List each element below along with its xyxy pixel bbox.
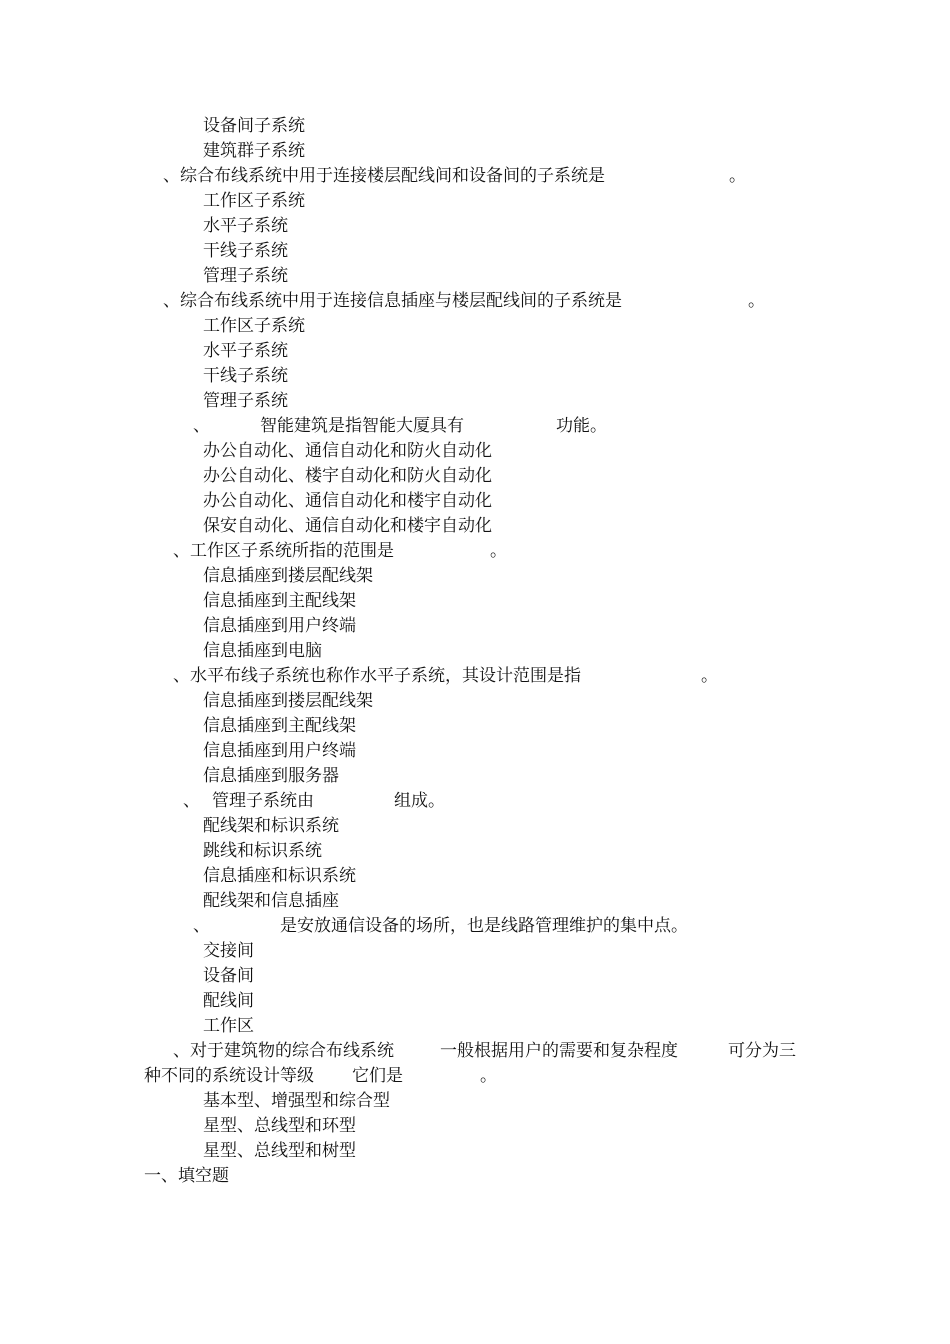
question-line: 一般根据用户的需要和复杂程度 <box>440 1041 678 1061</box>
question-line: 它们是 <box>352 1066 403 1086</box>
question-end: 功能。 <box>556 416 607 436</box>
question-line: 智能建筑是指智能大厦具有 <box>260 416 464 436</box>
option-line: 工作区 <box>203 1016 254 1036</box>
option-line: 信息插座和标识系统 <box>203 866 356 886</box>
option-line: 干线子系统 <box>203 241 288 261</box>
option-line: 办公自动化、楼宇自动化和防火自动化 <box>203 466 492 486</box>
option-line: 信息插座到搂层配线架 <box>203 566 373 586</box>
option-line: 星型、总线型和环型 <box>203 1116 356 1136</box>
question-number-sep: 、 <box>193 416 210 436</box>
question-end: 。 <box>701 666 718 686</box>
option-line: 办公自动化、通信自动化和防火自动化 <box>203 441 492 461</box>
question-end: 。 <box>729 166 746 186</box>
question-line: 是安放通信设备的场所，也是线路管理维护的集中点。 <box>280 916 688 936</box>
question-line: 、水平布线子系统也称作水平子系统，其设计范围是指 <box>173 666 581 686</box>
question-line: 、对于建筑物的综合布线系统 <box>173 1041 394 1061</box>
option-line: 工作区子系统 <box>203 316 305 336</box>
option-line: 信息插座到主配线架 <box>203 591 356 611</box>
option-line: 信息插座到主配线架 <box>203 716 356 736</box>
option-line: 信息插座到用户终端 <box>203 741 356 761</box>
option-line: 设备间 <box>203 966 254 986</box>
question-end: 组成。 <box>394 791 445 811</box>
option-line: 配线间 <box>203 991 254 1011</box>
question-end: 。 <box>490 541 507 561</box>
question-line: 、工作区子系统所指的范围是 <box>173 541 394 561</box>
option-line: 设备间子系统 <box>203 116 305 136</box>
option-line: 管理子系统 <box>203 266 288 286</box>
option-line: 水平子系统 <box>203 216 288 236</box>
option-line: 基本型、增强型和综合型 <box>203 1091 390 1111</box>
section-heading: 一、填空题 <box>144 1166 229 1186</box>
question-line: 可分为三 <box>728 1041 796 1061</box>
question-end: 。 <box>748 291 765 311</box>
option-line: 管理子系统 <box>203 391 288 411</box>
option-line: 办公自动化、通信自动化和楼宇自动化 <box>203 491 492 511</box>
option-line: 交接间 <box>203 941 254 961</box>
option-line: 信息插座到搂层配线架 <box>203 691 373 711</box>
question-line: 、综合布线系统中用于连接信息插座与楼层配线间的子系统是 <box>163 291 622 311</box>
option-line: 跳线和标识系统 <box>203 841 322 861</box>
option-line: 工作区子系统 <box>203 191 305 211</box>
option-line: 信息插座到服务器 <box>203 766 339 786</box>
question-line: 管理子系统由 <box>212 791 314 811</box>
question-line: 种不同的系统设计等级 <box>144 1066 314 1086</box>
option-line: 信息插座到电脑 <box>203 641 322 661</box>
option-line: 配线架和信息插座 <box>203 891 339 911</box>
option-line: 水平子系统 <box>203 341 288 361</box>
question-number-sep: 、 <box>183 791 200 811</box>
option-line: 建筑群子系统 <box>203 141 305 161</box>
question-number-sep: 、 <box>193 916 210 936</box>
option-line: 信息插座到用户终端 <box>203 616 356 636</box>
option-line: 保安自动化、通信自动化和楼宇自动化 <box>203 516 492 536</box>
option-line: 干线子系统 <box>203 366 288 386</box>
option-line: 星型、总线型和树型 <box>203 1141 356 1161</box>
option-line: 配线架和标识系统 <box>203 816 339 836</box>
question-end: 。 <box>480 1066 497 1086</box>
question-line: 、综合布线系统中用于连接楼层配线间和设备间的子系统是 <box>163 166 605 186</box>
